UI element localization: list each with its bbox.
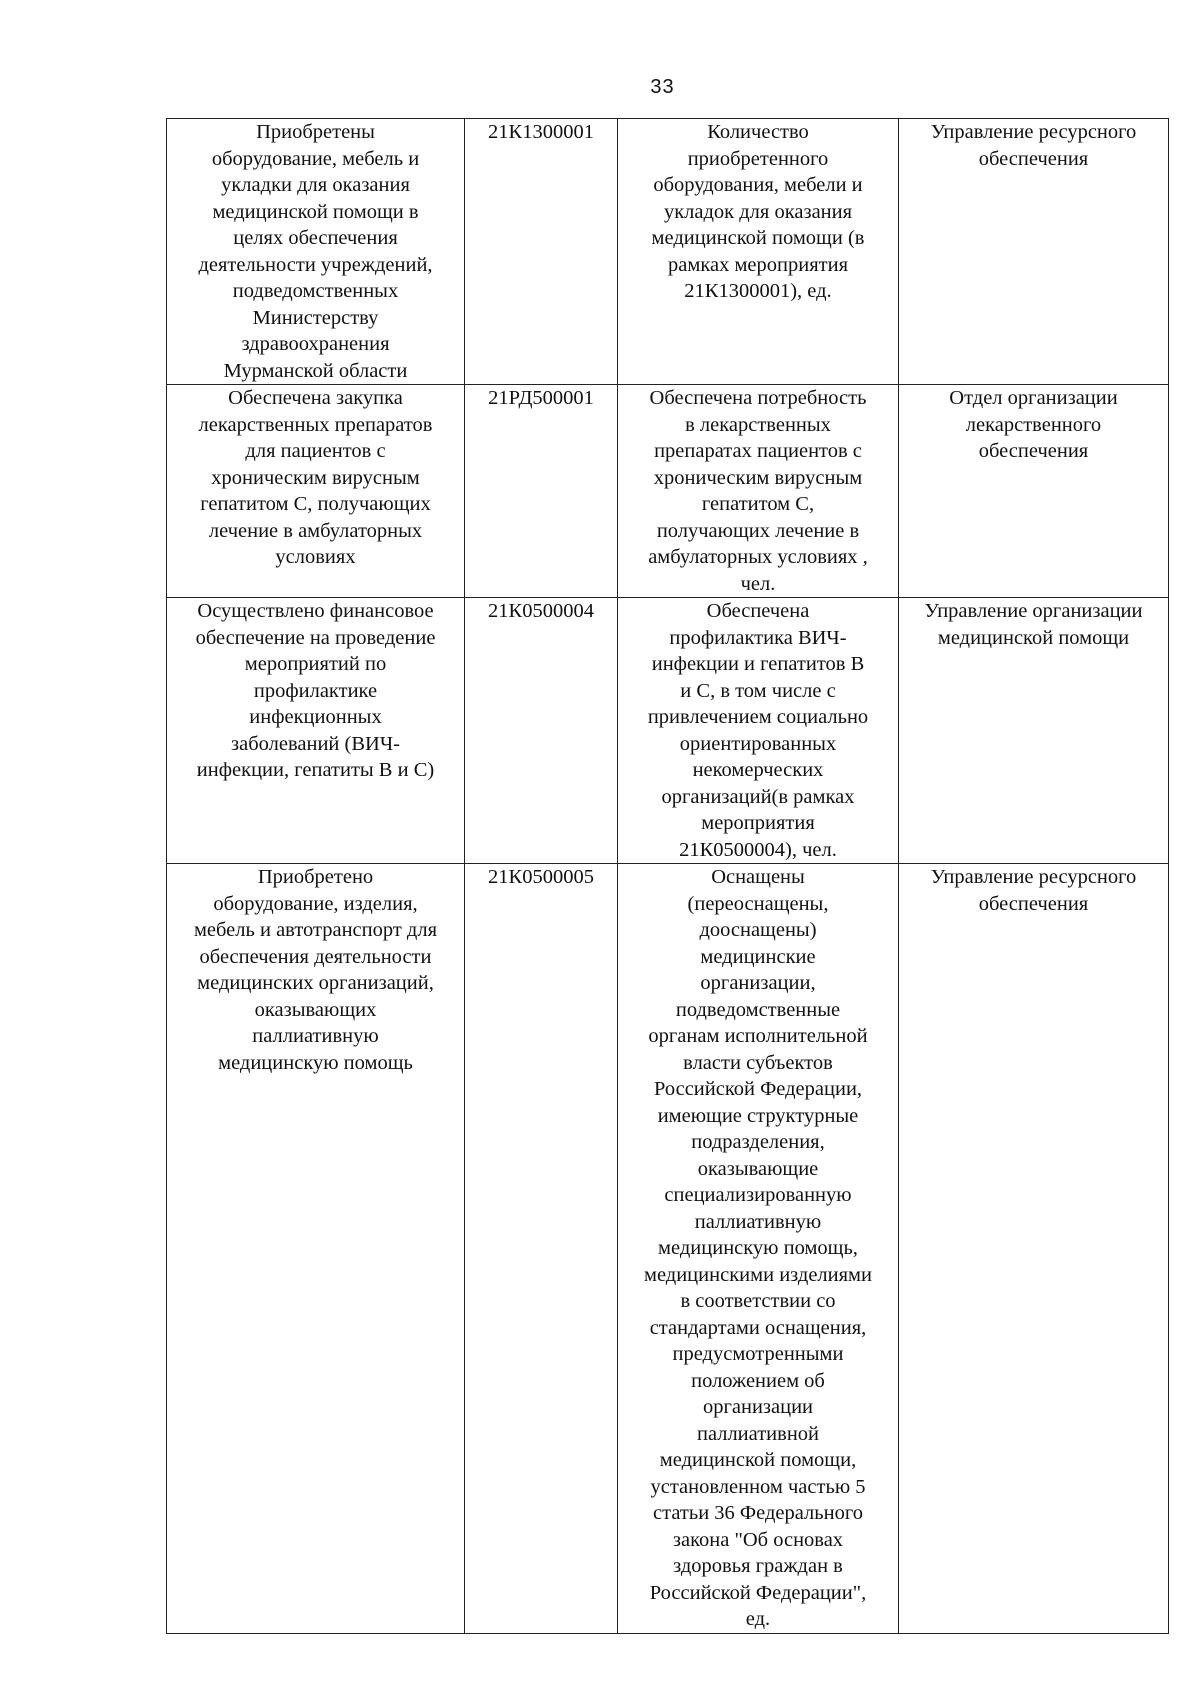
code-cell: 21К1300001 — [465, 119, 618, 385]
code-cell: 21К0500004 — [465, 598, 618, 864]
responsible-cell: Управление организации медицинской помощи — [899, 598, 1169, 864]
responsible-cell: Управление ресурсного обеспечения — [899, 864, 1169, 1634]
indicator-cell: Обеспечена профилактика ВИЧ- инфекции и гепатитов В и С, в том числе с привлечением социально ориентированных некомерческих организаций(в рамках мероприятия 21К0500004), чел. — [618, 598, 899, 864]
result-cell: Обеспечена закупка лекарственных препаратов для пациентов с хроническим вирусным гепатитом С, получающих лечение в амбулаторных условиях — [167, 385, 465, 598]
page-number: 33 — [650, 76, 675, 98]
indicator-cell: Количество приобретенного оборудования, мебели и укладок для оказания медицинской помощи (в рамках мероприятия 21К1300001), ед. — [618, 119, 899, 385]
result-cell: Приобретены оборудование, мебель и укладки для оказания медицинской помощи в целях обеспечения деятельности учреждений, подведомственных Министерству здравоохранения Мурманской области — [167, 119, 465, 385]
code-cell: 21К0500005 — [465, 864, 618, 1634]
indicator-cell: Обеспечена потребность в лекарственных препаратах пациентов с хроническим вирусным гепатитом С, получающих лечение в амбулаторных условиях , чел. — [618, 385, 899, 598]
indicator-cell: Оснащены (переоснащены, дооснащены) медицинские организации, подведомственные органам исполнительной власти субъектов Российской Федерации, имеющие структурные подразделения, оказывающие специализированную паллиативную медицинскую помощь, медицинскими изделиями в соответствии со стандартами оснащения, предусмотренными положением об организации паллиативной медицинской помощи, установленном частью 5 статьи 36 Федерального закона "Об основах здоровья граждан в Российской Федерации", ед. — [618, 864, 899, 1634]
table-row — [167, 385, 1169, 598]
responsible-cell: Управление ресурсного обеспечения — [899, 119, 1169, 385]
document-table — [166, 118, 1169, 1634]
table-row — [167, 598, 1169, 864]
table-row — [167, 119, 1169, 385]
result-cell: Приобретено оборудование, изделия, мебель и автотранспорт для обеспечения деятельности медицинских организаций, оказывающих паллиативную медицинскую помощь — [167, 864, 465, 1634]
table-row — [167, 864, 1169, 1634]
result-cell: Осуществлено финансовое обеспечение на проведение мероприятий по профилактике инфекционных заболеваний (ВИЧ- инфекции, гепатиты В и С) — [167, 598, 465, 864]
responsible-cell: Отдел организации лекарственного обеспечения — [899, 385, 1169, 598]
code-cell: 21РД500001 — [465, 385, 618, 598]
